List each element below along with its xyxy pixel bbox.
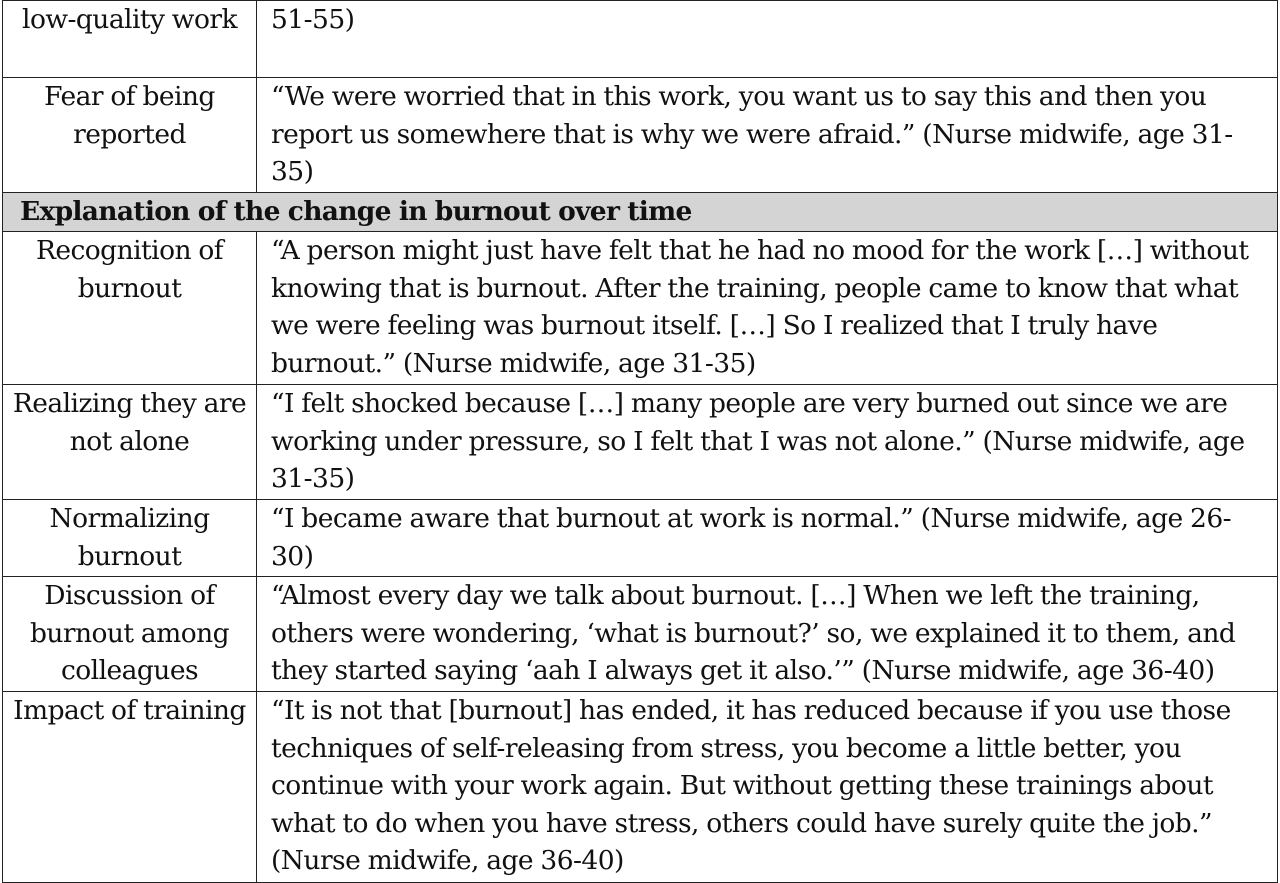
table-row (3, 500, 1278, 577)
table-row (3, 692, 1278, 883)
section-heading-row (3, 193, 1278, 232)
theme-cell: Discussion of burnout among colleagues (3, 577, 257, 692)
theme-cell: Normalizing burnout (3, 500, 257, 577)
theme-cell: low-quality work (3, 1, 257, 78)
table-row (3, 1, 1278, 78)
qualitative-quotes-table (2, 0, 1278, 883)
quote-cell: “It is not that [burnout] has ended, it has reduced because if you use those techniques of self-releasing from stress, you become a little better, you continue with your work again. But without getting these trainings about what to do when you have stress, others could have surely quite the job.” (Nurse midwife, age 36-40) (257, 692, 1278, 883)
quote-cell: “I felt shocked because […] many people are very burned out since we are working under pressure, so I felt that I was not alone.” (Nurse midwife, age 31-35) (257, 385, 1278, 500)
table-row (3, 232, 1278, 385)
theme-cell: Realizing they are not alone (3, 385, 257, 500)
table-row (3, 577, 1278, 692)
quote-cell: “A person might just have felt that he had no mood for the work […] without knowing that is burnout. After the training, people came to know that what we were feeling was burnout itself. […] So I realized that I truly have burnout.” (Nurse midwife, age 31-35) (257, 232, 1278, 385)
quote-cell: “I became aware that burnout at work is normal.” (Nurse midwife, age 26-30) (257, 500, 1278, 577)
quote-cell: “Almost every day we talk about burnout. […] When we left the training, others were wondering, ‘what is burnout?’ so, we explained it to them, and they started saying ‘aah I always get it also.’” (Nurse midwife, age 36-40) (257, 577, 1278, 692)
quote-cell: 51-55) (257, 1, 1278, 78)
table-row (3, 78, 1278, 193)
theme-cell: Recognition of burnout (3, 232, 257, 385)
section-heading: Explanation of the change in burnout over time (3, 193, 1278, 232)
quote-cell: “We were worried that in this work, you want us to say this and then you report us somewhere that is why we were afraid.” (Nurse midwife, age 31-35) (257, 78, 1278, 193)
table-row (3, 385, 1278, 500)
theme-cell: Impact of training (3, 692, 257, 883)
theme-cell: Fear of being reported (3, 78, 257, 193)
